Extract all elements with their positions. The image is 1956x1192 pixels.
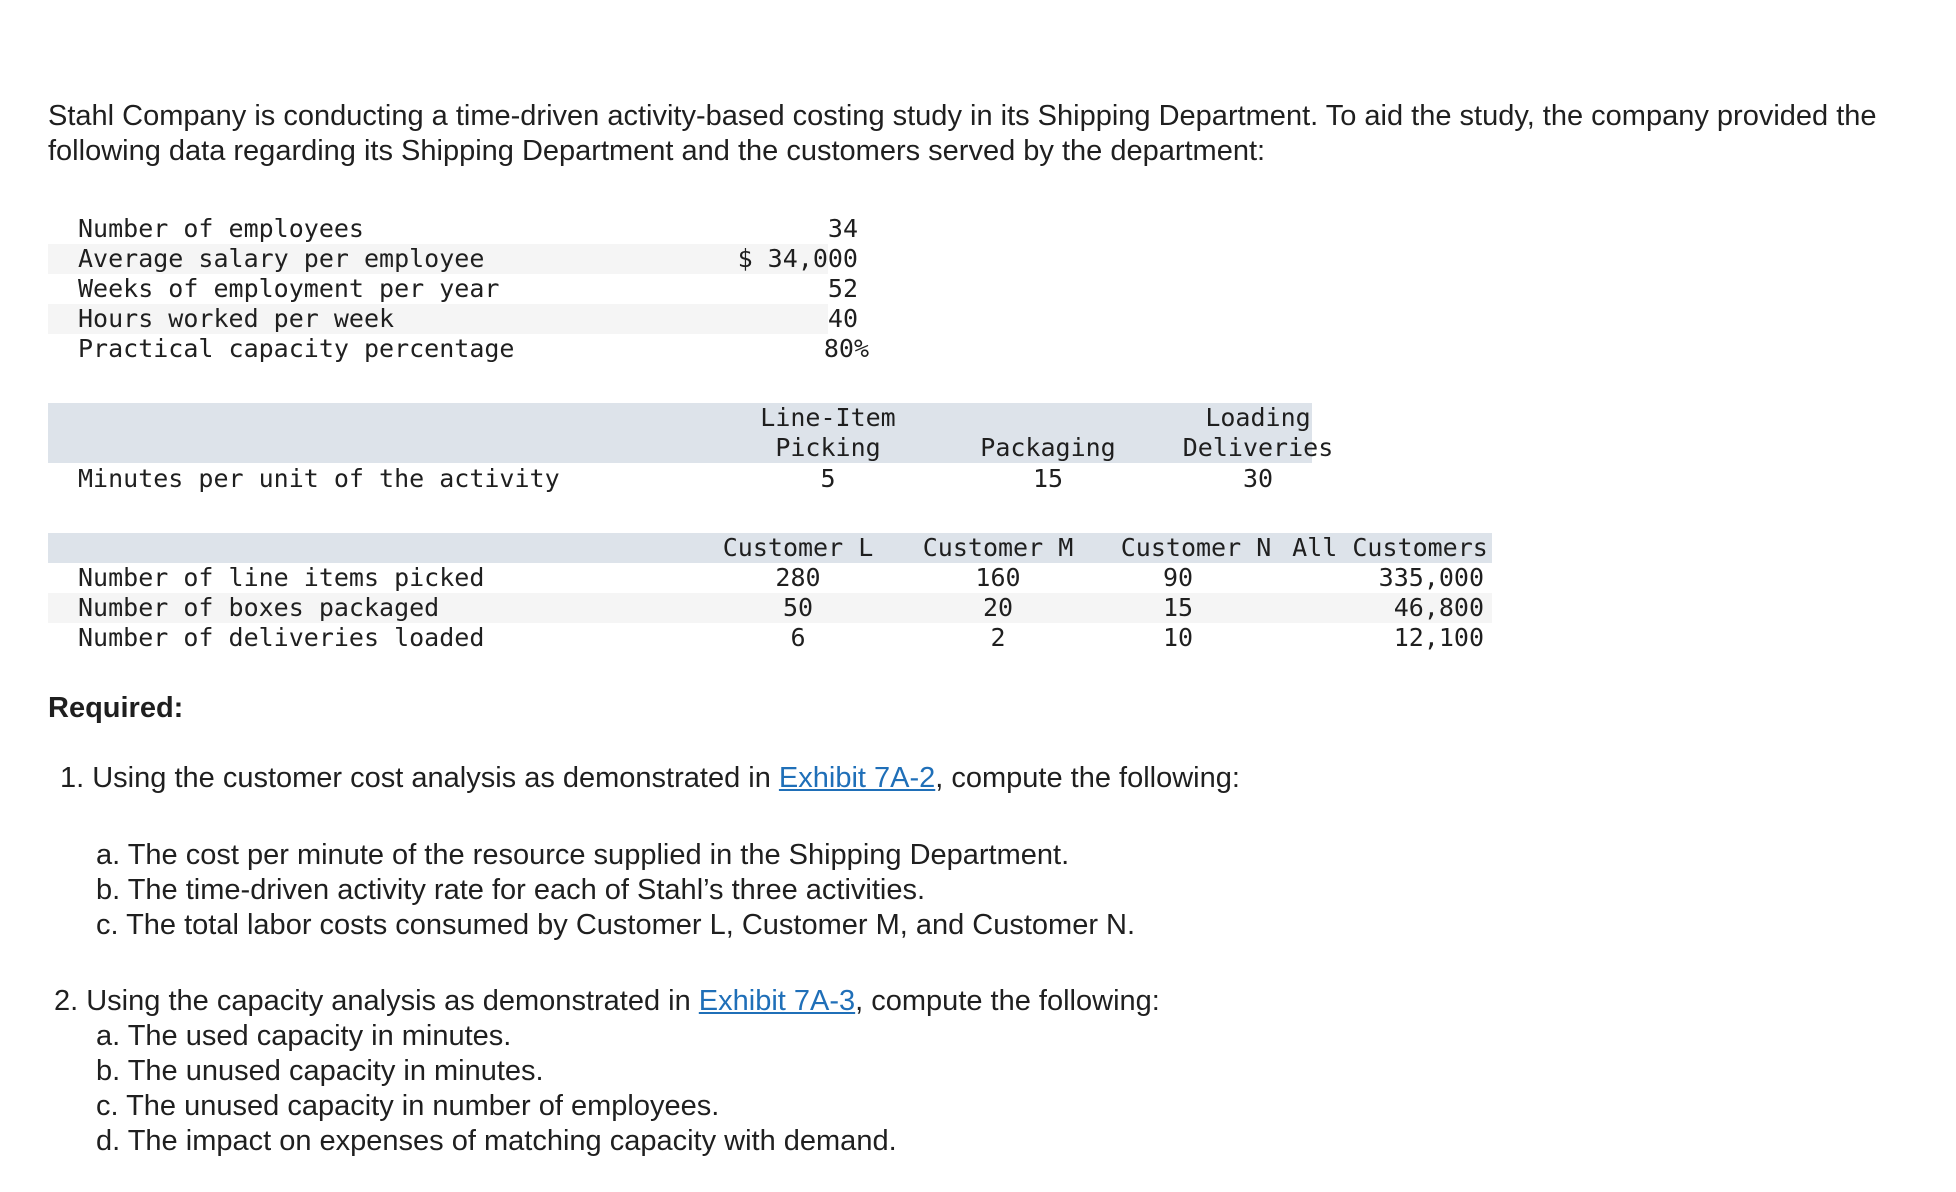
header-customer-m: Customer M [922, 533, 1074, 562]
table-header [48, 533, 1492, 563]
intro-paragraph: Stahl Company is conducting a time-driven activity-based costing study in its Shipping Department. To aid the study, the company provided the following data regarding its Shipping Department and the customers served by the department: [48, 100, 1877, 167]
question-1-items [96, 838, 1135, 943]
header-customer-l: Customer L [722, 533, 874, 562]
row-label: Hours worked per week [78, 304, 395, 333]
question-2-prefix: 2. Using the capacity analysis as demonstrated in [54, 985, 699, 1017]
table-row [48, 593, 1492, 623]
table-row [48, 304, 858, 334]
table-row [48, 463, 1312, 495]
customer-activity-table [48, 533, 1492, 653]
table-row [48, 334, 869, 364]
cell-value: 160 [975, 563, 1021, 592]
table-row [48, 563, 1492, 593]
list-item: d. The impact on expenses of matching capacity with demand. [96, 1125, 897, 1157]
question-1 [60, 761, 1240, 796]
table-row [48, 244, 858, 274]
question-1-suffix: , compute the following: [935, 762, 1240, 794]
department-data-table [48, 214, 869, 364]
table-row [48, 623, 1492, 653]
header-customer-n: Customer N [1120, 533, 1272, 562]
activity-minutes-table [48, 403, 1334, 495]
exhibit-7a-3-link[interactable]: Exhibit 7A-3 [698, 985, 856, 1017]
table-header [48, 403, 1334, 463]
exhibit-7a-2-link[interactable]: Exhibit 7A-2 [778, 762, 936, 794]
list-item: c. The unused capacity in number of employees. [96, 1090, 720, 1122]
row-label: Number of line items picked [78, 563, 485, 592]
cell-value: 50 [782, 593, 814, 622]
row-label: Average salary per employee [78, 244, 485, 273]
cell-value: 15 [1032, 464, 1064, 493]
row-value: 52 [827, 274, 858, 303]
cell-value: 2 [990, 623, 1006, 652]
cell-value: 46,800 [1393, 593, 1484, 622]
cell-value: 6 [790, 623, 806, 652]
cell-value: 20 [982, 593, 1014, 622]
cell-value: 12,100 [1393, 623, 1484, 652]
cell-value: 10 [1162, 623, 1194, 652]
row-label: Number of employees [78, 214, 364, 243]
list-item: a. The cost per minute of the resource supplied in the Shipping Department. [96, 839, 1070, 871]
cell-value: 5 [820, 464, 836, 493]
list-item: a. The used capacity in minutes. [96, 1020, 512, 1052]
row-value: 40 [827, 304, 858, 333]
cell-value: 280 [775, 563, 821, 592]
header-loading-deliveries: Loading Deliveries [1182, 403, 1334, 462]
row-value: 80% [823, 334, 869, 363]
row-label: Weeks of employment per year [78, 274, 500, 303]
header-packaging: Packaging [980, 433, 1116, 462]
question-1-prefix: 1. Using the customer cost analysis as demonstrated in [60, 762, 779, 794]
cell-value: 90 [1162, 563, 1194, 592]
list-item: c. The total labor costs consumed by Customer L, Customer M, and Customer N. [96, 909, 1136, 941]
question-2-suffix: , compute the following: [855, 985, 1160, 1017]
table-row [48, 214, 858, 244]
list-item: b. The time-driven activity rate for each of Stahl’s three activities. [96, 874, 926, 906]
cell-value: 15 [1162, 593, 1194, 622]
header-line-item-picking: Line-Item Picking [760, 403, 896, 462]
header-all-customers: All Customers [1292, 533, 1488, 562]
row-value: 34 [827, 214, 858, 243]
row-label: Number of deliveries loaded [78, 623, 485, 652]
required-heading: Required: [48, 692, 184, 724]
row-label: Minutes per unit of the activity [78, 464, 560, 493]
question-2 [54, 984, 1160, 1159]
row-label: Number of boxes packaged [78, 593, 440, 622]
row-label: Practical capacity percentage [78, 334, 515, 363]
cell-value: 30 [1242, 464, 1274, 493]
question-2-items [54, 1019, 1160, 1159]
list-item: b. The unused capacity in minutes. [96, 1055, 544, 1087]
row-value: $ 34,000 [737, 244, 858, 273]
cell-value: 335,000 [1378, 563, 1484, 592]
table-row [48, 274, 858, 304]
